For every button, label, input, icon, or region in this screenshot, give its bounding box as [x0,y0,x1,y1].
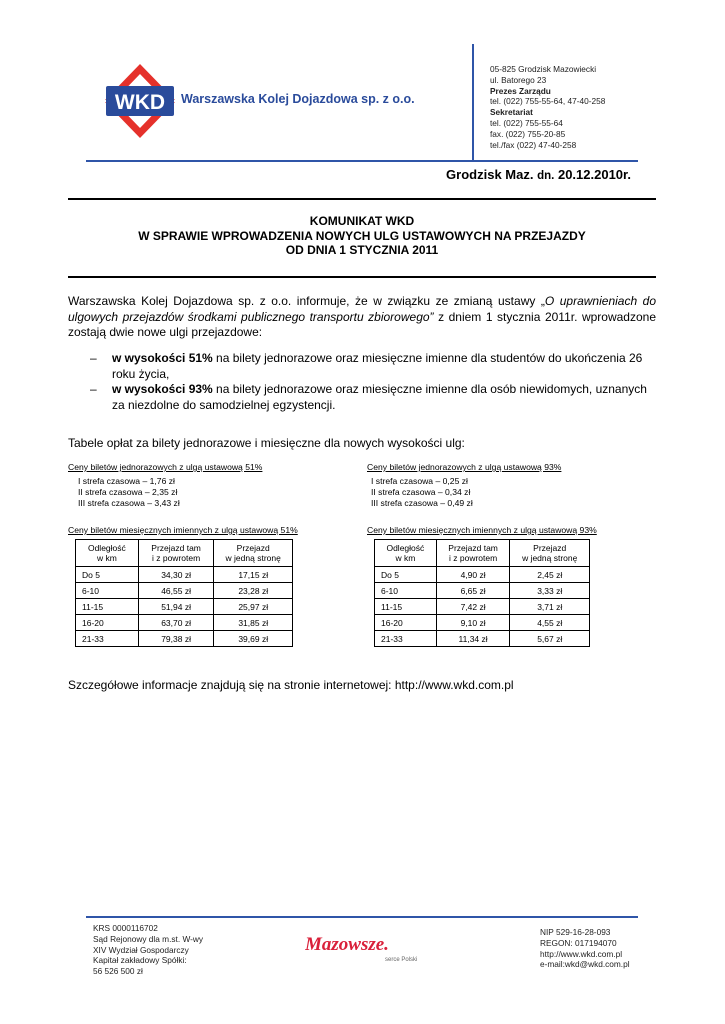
registry-line: Kapitał zakładowy Spółki: [93,955,187,966]
table-cell: 51,94 zł [138,599,214,615]
table-cell: Do 5 [375,567,437,583]
title-line: OD DNIA 1 STYCZNIA 2011 [285,243,439,257]
single-51-caption: Ceny biletów jednorazowych z ulgą ustawową 51% [68,462,263,472]
intro-paragraph [68,294,656,341]
column-header: Odległość w km [76,540,139,567]
mazowsze-logo-sub: serce Polski [385,957,418,963]
title-line: KOMUNIKAT WKD [309,214,415,228]
registry-line: KRS 0000116702 [93,923,158,933]
contact-line: tel. (022) 755-55-64, 47-40-258 [490,96,606,107]
contact-line: Prezes Zarządu [490,85,551,96]
table-cell: 7,42 zł [436,599,510,615]
logo-text: WKD [114,91,166,114]
table-cell: Do 5 [76,567,139,583]
relief-text: na bilety jednorazowe oraz miesięczne imienne dla studentów do ukończenia 26 roku życia, [112,351,643,381]
table-cell: 21-33 [375,631,437,647]
column-header: Odległość w km [375,540,437,567]
footer-divider [86,916,638,918]
footer-contact-line: http://www.wkd.com.pl [540,948,623,959]
title-rule-bottom [68,276,656,278]
table-row [375,583,590,599]
wkd-logo [103,62,177,140]
relief-rate: w wysokości 93% [112,382,213,396]
table-cell: 17,15 zł [214,567,293,583]
table-cell: 6-10 [76,583,139,599]
zone-price: III strefa czasowa – 0,49 zł [371,498,473,509]
contact-line: ul. Batorego 23 [490,74,547,85]
place: Grodzisk Maz. [446,167,534,182]
single-93-zones [371,476,473,510]
table-cell: 34,30 zł [138,567,214,583]
header-divider [86,160,638,162]
table-cell: 16-20 [76,615,139,631]
contact-line: 05-825 Grodzisk Mazowiecki [490,64,597,74]
contact-line: Sekretariat [490,107,533,118]
table-cell: 5,67 zł [510,631,590,647]
header-divider-vertical [472,44,474,162]
single-51-zones [78,476,180,510]
table-cell: 23,28 zł [214,583,293,599]
zone-price: II strefa czasowa – 0,34 zł [371,487,471,498]
table-row [375,599,590,615]
table-cell: 21-33 [76,631,139,647]
contact-line: tel./fax (022) 47-40-258 [490,139,577,150]
table-cell: 4,55 zł [510,615,590,631]
table-row [76,567,293,583]
column-header: Przejazd w jedną stronę [510,540,590,567]
mazowsze-logo-text: Mazowsze. [305,934,389,955]
table-cell: 9,10 zł [436,615,510,631]
relief-text: na bilety jednorazowe oraz miesięczne imienne dla osób niewidomych, uznanych za niezdolne do samodzielnej egzystencji. [112,382,647,412]
table-cell: 63,70 zł [138,615,214,631]
table-header-row [76,540,293,567]
footer-contact-line: NIP 529-16-28-093 [540,927,611,937]
table-row [76,631,293,647]
relief-rate: w wysokości 51% [112,351,213,365]
registry-line: 56 526 500 zł [93,966,143,977]
company-name: Warszawska Kolej Dojazdowa sp. z o.o. [181,92,415,106]
act-title: O uprawnieniach do ulgowych przejazdów środkami publicznego transportu zbiorowego” [68,294,657,324]
monthly-93-table [374,539,590,647]
contact-line: tel. (022) 755-55-64 [490,117,563,128]
dash-bullet: – [90,382,97,396]
intro-text: Warszawska Kolej Dojazdowa sp. z o.o. informuje, że w związku ze zmianą ustawy „ [68,294,545,308]
document-title [68,214,656,258]
table-cell: 79,38 zł [138,631,214,647]
table-cell: 6,65 zł [436,583,510,599]
zone-price: I strefa czasowa – 0,25 zł [371,476,468,486]
footer-contact-line: e-mail:wkd@wkd.com.pl [540,959,630,970]
monthly-51-caption: Ceny biletów miesięcznych imiennych z ulgą ustawową 51% [68,525,298,535]
table-header-row [375,540,590,567]
list-item [90,351,658,382]
monthly-93-caption: Ceny biletów miesięcznych imiennych z ulgą ustawową 93% [367,525,597,535]
column-header: Przejazd w jedną stronę [214,540,293,567]
table-cell: 3,33 zł [510,583,590,599]
table-cell: 11-15 [76,599,139,615]
intro-text-end: z dniem 1 stycznia 2011r. wprowadzone zostają dwie nowe ulgi przejazdowe: [68,309,656,339]
column-header: Przejazd tam i z powrotem [138,540,214,567]
table-row [375,615,590,631]
contact-line: fax. (022) 755-20-85 [490,128,566,139]
relief-list [90,351,658,413]
footer-contact-line: REGON: 017194070 [540,937,617,948]
table-cell: 25,97 zł [214,599,293,615]
table-cell: 46,55 zł [138,583,214,599]
tables-intro: Tabele opłat za bilety jednorazowe i miesięczne dla nowych wysokości ulg: [68,436,465,450]
table-cell: 2,45 zł [510,567,590,583]
title-rule-top [68,198,656,200]
table-row [375,567,590,583]
dash-bullet: – [90,351,97,365]
table-cell: 6-10 [375,583,437,599]
table-row [375,631,590,647]
zone-price: II strefa czasowa – 2,35 zł [78,487,178,498]
footer-contact [540,927,630,970]
registry-line: XIV Wydział Gospodarczy [93,944,189,955]
contact-block [490,64,605,150]
website-info: Szczegółowe informacje znajdują się na stronie internetowej: http://www.wkd.com.pl [68,678,514,692]
table-row [76,615,293,631]
mazowsze-logo [305,930,430,964]
column-header: Przejazd tam i z powrotem [436,540,510,567]
list-item [90,382,658,413]
single-93-caption: Ceny biletów jednorazowych z ulgą ustawową 93% [367,462,562,472]
footer-registry [93,923,203,977]
monthly-51-table [75,539,293,647]
table-cell: 3,71 zł [510,599,590,615]
table-cell: 31,85 zł [214,615,293,631]
table-cell: 11-15 [375,599,437,615]
table-cell: 4,90 zł [436,567,510,583]
title-line: W SPRAWIE WPROWADZENIA NOWYCH ULG USTAWOWYCH NA PRZEJAZDY [138,228,586,243]
table-cell: 16-20 [375,615,437,631]
registry-line: Sąd Rejonowy dla m.st. W-wy [93,933,204,944]
zone-price: I strefa czasowa – 1,76 zł [78,476,175,486]
zone-price: III strefa czasowa – 3,43 zł [78,498,180,509]
table-cell: 39,69 zł [214,631,293,647]
date-prefix: dn. [537,170,555,182]
date: 20.12.2010r. [557,167,631,182]
table-row [76,583,293,599]
date-line [446,167,631,182]
table-row [76,599,293,615]
table-cell: 11,34 zł [436,631,510,647]
